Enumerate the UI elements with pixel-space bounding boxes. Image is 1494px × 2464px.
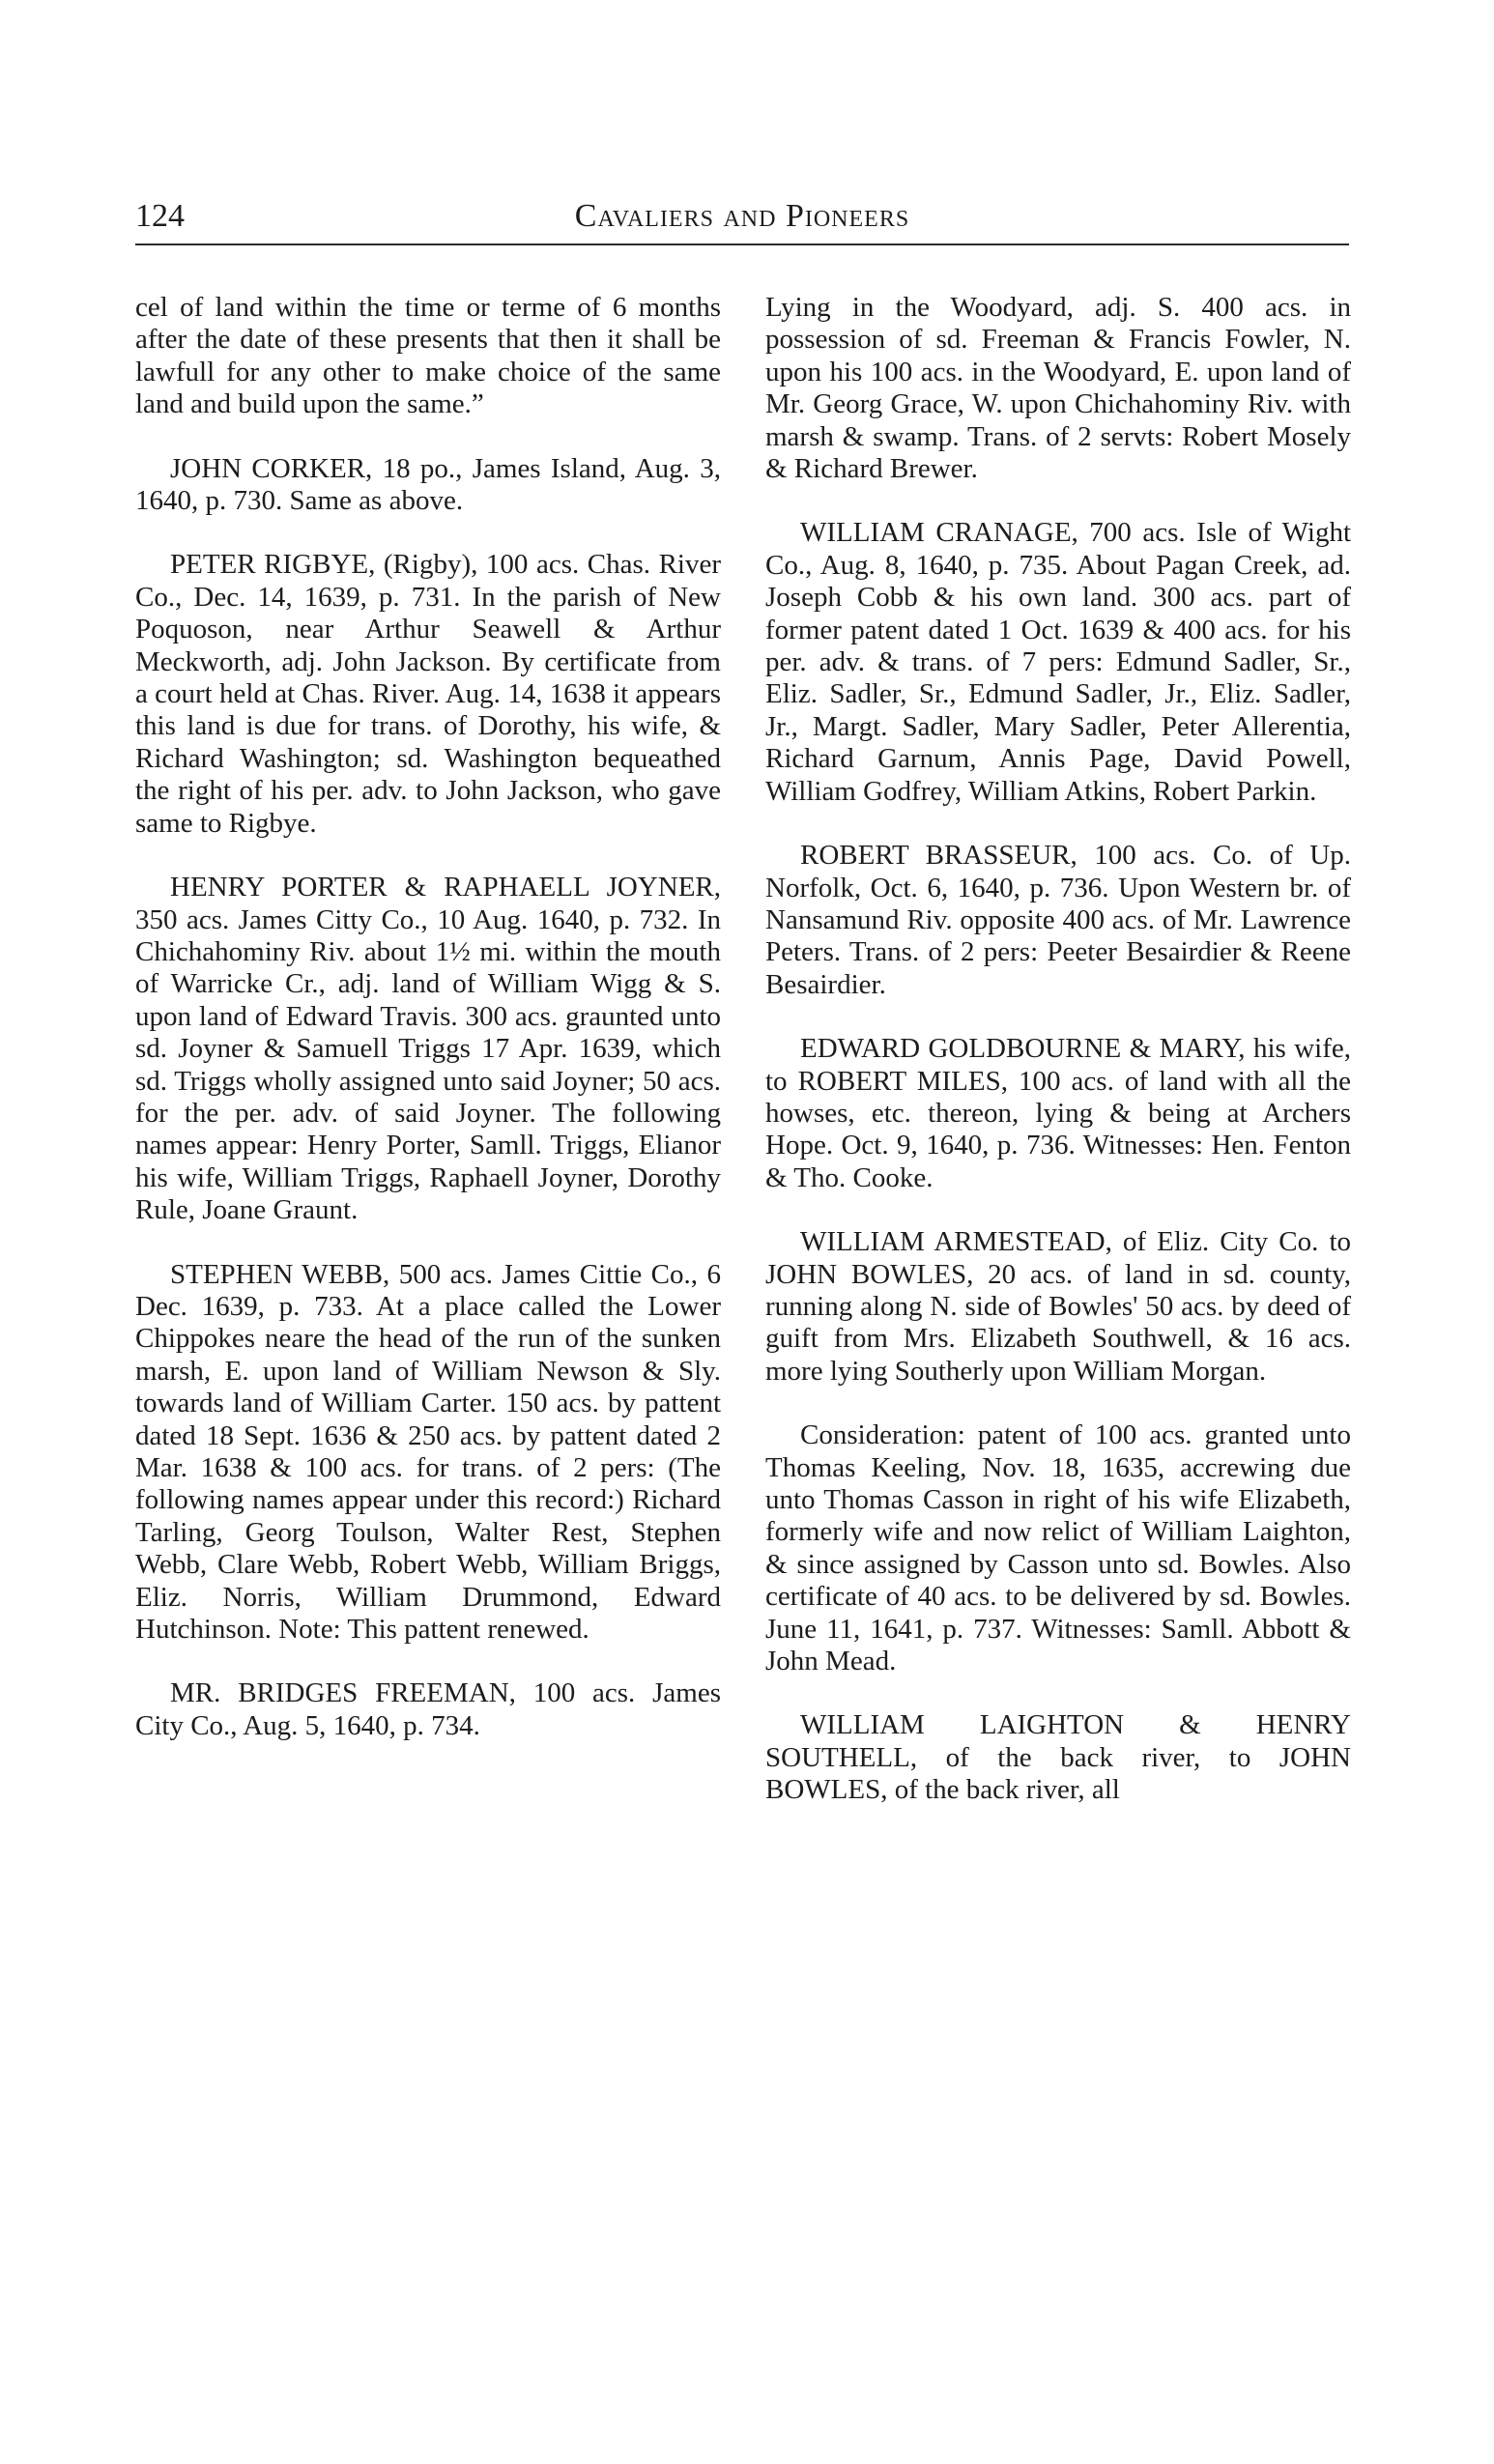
- entry-william-cranage: WILLIAM CRANAGE, 700 acs. Isle of Wight Co., Aug. 8, 1640, p. 735. About Pagan Creek, ad. Joseph Cobb & his own land. 300 acs. part of former patent dated 1 Oct. 1639 & 400 acs. for his per. adv. & trans. of 7 pers: Edmund Sadler, Sr., Eliz. Sadler, Sr., Edmund Sadler, Jr., Eliz. Sadler, Jr., Margt. Sadler, Mary Sadler, Peter Allerentia, Richard Garnum, Annis Page, David Powell, William Godfrey, William Atkins, Robert Parkin.: [765, 517, 1351, 807]
- running-title: Cavaliers and Pioneers: [574, 198, 910, 234]
- entry-william-armestead: WILLIAM ARMESTEAD, of Eliz. City Co. to JOHN BOWLES, 20 acs. of land in sd. county, running along N. side of Bowles' 50 acs. by deed of guift from Mrs. Elizabeth Southwell, & 16 acs. more lying Southerly upon William Morgan.: [765, 1226, 1351, 1387]
- entry-consideration: Consideration: patent of 100 acs. granted unto Thomas Keeling, Nov. 18, 1635, accrewing due unto Thomas Casson in right of his wife Elizabeth, formerly wife and now relict of William Laighton, & since assigned by Casson unto sd. Bowles. Also certificate of 40 acs. to be delivered by sd. Bowles. June 11, 1641, p. 737. Witnesses: Samll. Abbott & John Mead.: [765, 1419, 1351, 1677]
- page-header: [135, 193, 1349, 240]
- right-column: [765, 292, 1351, 1839]
- entry-edward-goldbourne: EDWARD GOLDBOURNE & MARY, his wife, to ROBERT MILES, 100 acs. of land with all the howses, etc. thereon, lying & being at Archers Hope. Oct. 9, 1640, p. 736. Witnesses: Hen. Fenton & Tho. Cooke.: [765, 1033, 1351, 1193]
- entry-bridges-freeman: MR. BRIDGES FREEMAN, 100 acs. James City Co., Aug. 5, 1640, p. 734.: [135, 1677, 721, 1741]
- entry-william-laighton: WILLIAM LAIGHTON & HENRY SOUTHELL, of the back river, to JOHN BOWLES, of the back river, all: [765, 1709, 1351, 1806]
- entry-peter-rigbye: PETER RIGBYE, (Rigby), 100 acs. Chas. River Co., Dec. 14, 1639, p. 731. In the parish of New Poquoson, near Arthur Seawell & Arthur Meckworth, adj. John Jackson. By certificate from a court held at Chas. River. Aug. 14, 1638 it appears this land is due for trans. of Dorothy, his wife, & Richard Washington; sd. Washington bequeathed the right of his per. adv. to John Jackson, who gave same to Rigbye.: [135, 549, 721, 839]
- entry-john-corker: JOHN CORKER, 18 po., James Island, Aug. 3, 1640, p. 730. Same as above.: [135, 452, 721, 517]
- entry-stephen-webb: STEPHEN WEBB, 500 acs. James Cittie Co., 6 Dec. 1639, p. 733. At a place called the Lower Chippokes neare the head of the run of the sunken marsh, E. upon land of William Newson & Sly. towards land of William Carter. 150 acs. by pattent dated 18 Sept. 1636 & 250 acs. by pattent dated 2 Mar. 1638 & 100 acs. for trans. of 2 pers: (The following names appear under this record:) Richard Tarling, Georg Toulson, Walter Rest, Stephen Webb, Clare Webb, Robert Webb, William Briggs, Eliz. Norris, William Drummond, Edward Hutchinson. Note: This pattent renewed.: [135, 1258, 721, 1646]
- entry-continuation: cel of land within the time or terme of 6 months after the date of these presents that then it shall be lawfull for any other to make choice of the same land and build upon the same.”: [135, 292, 721, 420]
- entry-freeman-continuation: Lying in the Woodyard, adj. S. 400 acs. in possession of sd. Freeman & Francis Fowler, N. upon his 100 acs. in the Woodyard, E. upon land of Mr. Georg Grace, W. upon Chichahominy Riv. with marsh & swamp. Trans. of 2 servts: Robert Mosely & Richard Brewer.: [765, 292, 1351, 485]
- entry-henry-porter: HENRY PORTER & RAPHAELL JOYNER, 350 acs. James Citty Co., 10 Aug. 1640, p. 732. In Chichahominy Riv. about 1½ mi. within the mouth of Warricke Cr., adj. land of William Wigg & S. upon land of Edward Travis. 300 acs. graunted unto sd. Joyner & Samuell Triggs 17 Apr. 1639, which sd. Triggs wholly assigned unto said Joyner; 50 acs. for the per. adv. of said Joyner. The following names appear: Henry Porter, Samll. Triggs, Elianor his wife, William Triggs, Raphaell Joyner, Dorothy Rule, Joane Graunt.: [135, 872, 721, 1226]
- entry-robert-brasseur: ROBERT BRASSEUR, 100 acs. Co. of Up. Norfolk, Oct. 6, 1640, p. 736. Upon Western br. of Nansamund Riv. opposite 400 acs. of Mr. Lawrence Peters. Trans. of 2 pers: Peeter Besairdier & Reene Besairdier.: [765, 840, 1351, 1000]
- left-column: [135, 292, 721, 1774]
- page-number: 124: [135, 198, 185, 234]
- header-rule: [135, 244, 1349, 245]
